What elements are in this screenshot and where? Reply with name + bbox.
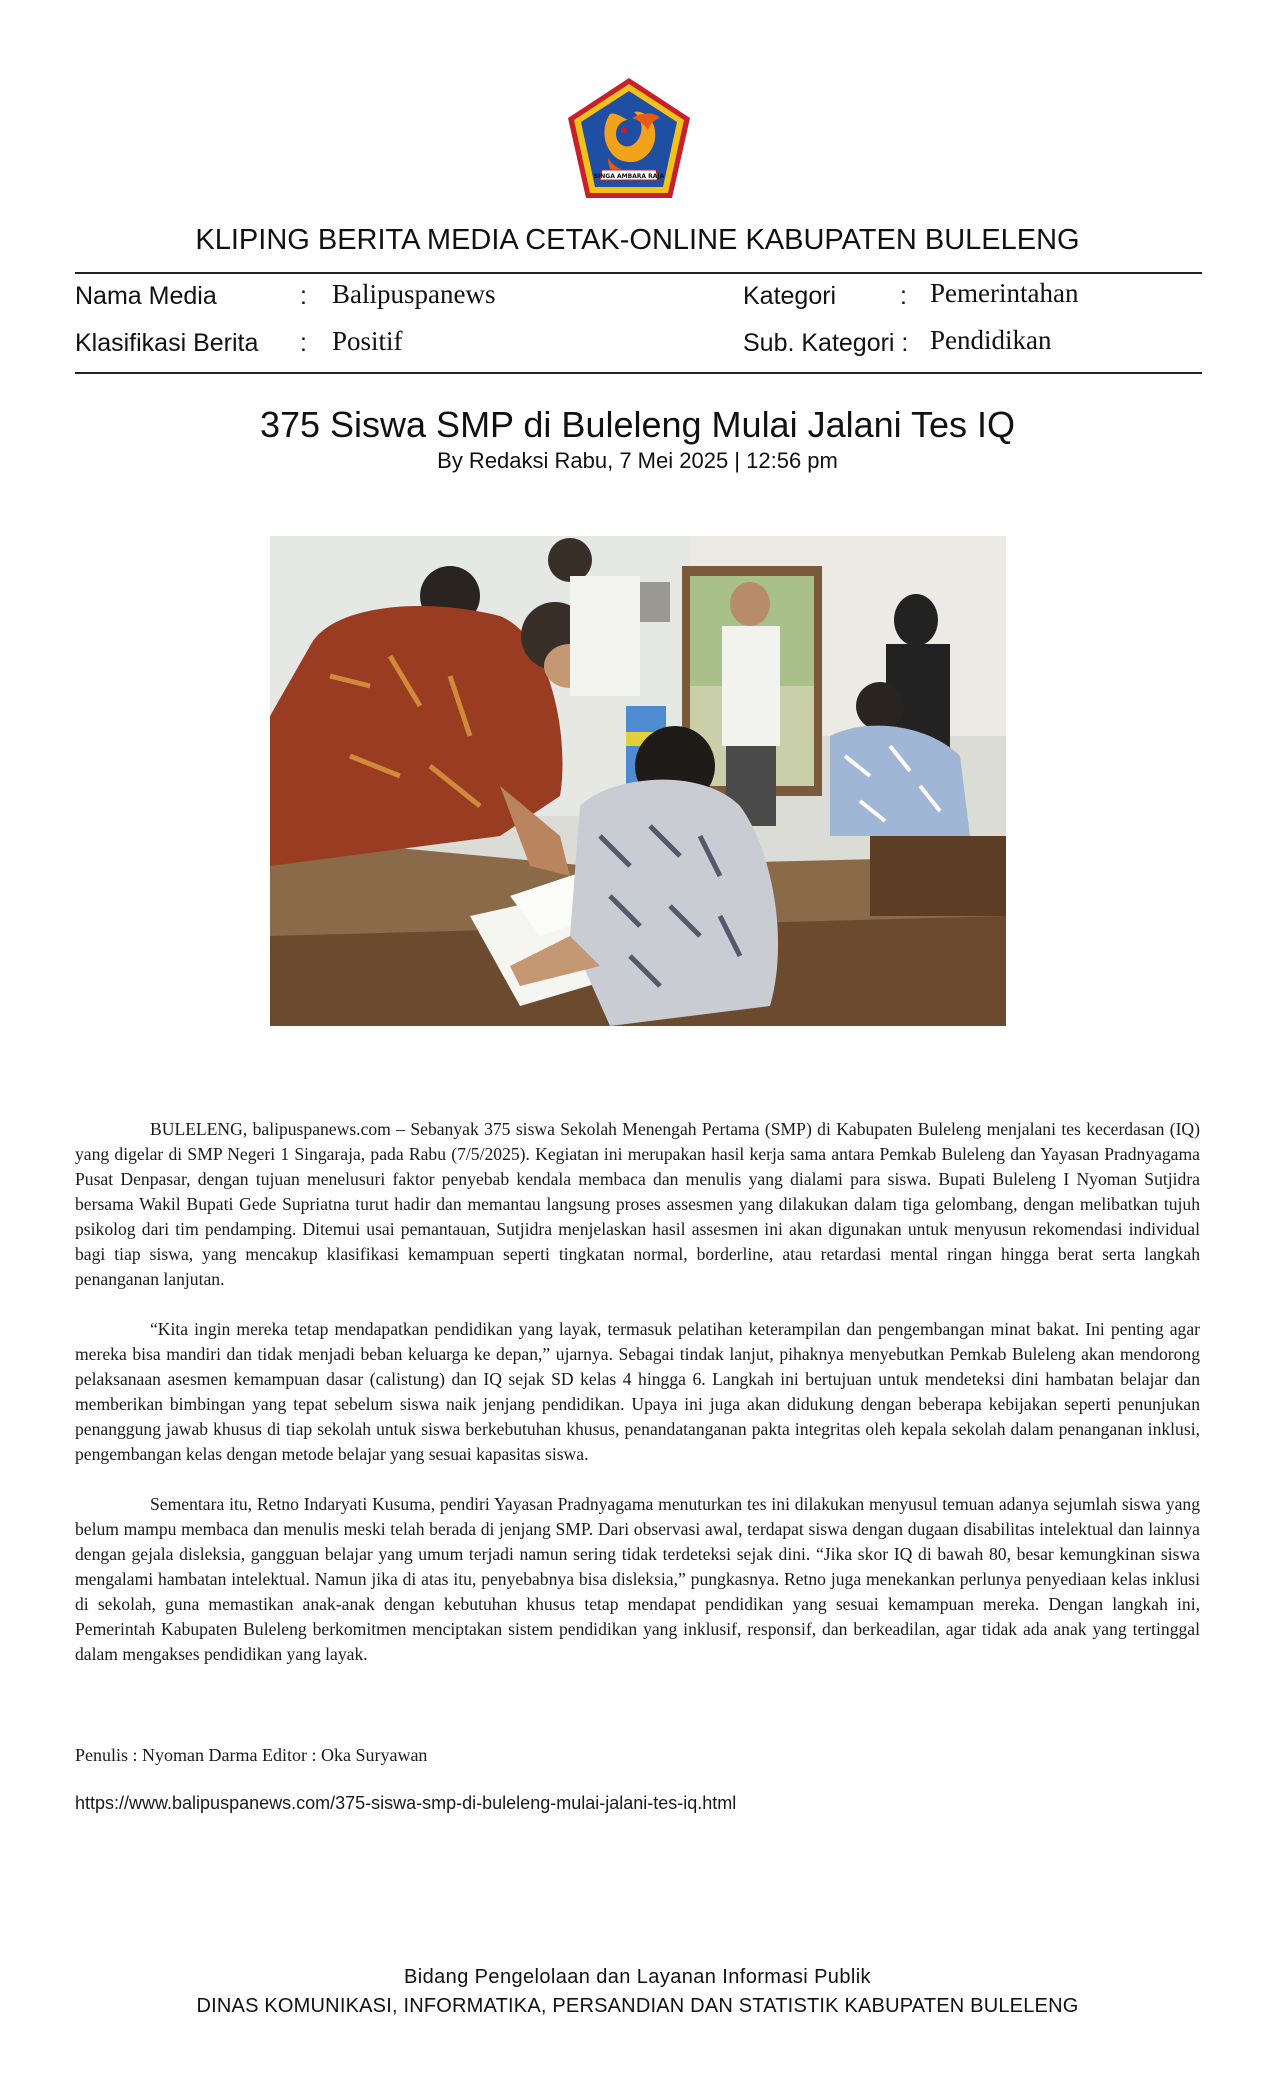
news-classification-label: Klasifikasi Berita	[75, 329, 259, 357]
media-name-colon: :	[300, 282, 307, 310]
media-name-value: Balipuspanews	[332, 279, 496, 309]
category-label: Kategori	[743, 282, 837, 310]
news-classification-colon: :	[300, 329, 307, 357]
category-colon: :	[900, 282, 907, 310]
footer-division: Bidang Pengelolaan dan Layanan Informasi Publik	[404, 1966, 871, 1988]
article-title: 375 Siswa SMP di Buleleng Mulai Jalani Tes IQ	[259, 404, 1016, 445]
header-divider-bottom	[75, 372, 1202, 374]
article-byline: By Redaksi Rabu, 7 Mei 2025 | 12:56 pm	[437, 448, 838, 473]
article-paragraph-2: “Kita ingin mereka tetap mendapatkan pendidikan yang layak, termasuk pelatihan keterampilan dan pengembangan minat bakat. Ini penting agar mereka bisa mandiri dan tidak menjadi beban keluarga ke depan,” ujarnya. Sebagai tindak lanjut, pihaknya menyebutkan Pemkab Buleleng akan mendorong pelaksanaan asesmen kemampuan dasar (calistung) dan IQ sejak SD kelas 4 hingga 6. Langkah ini bertujuan untuk mendeteksi dini hambatan belajar dan memberikan bimbingan yang tepat sebelum siswa naik jenjang pendidikan. Upaya ini juga akan didukung dengan beberapa kebijakan seperti penunjukan penanggung jawab khusus di tiap sekolah untuk siswa berkebutuhan khusus, penandatanganan pakta integritas oleh kepala sekolah dalam penanganan inklusi, pengembangan kelas dengan metode belajar yang sesuai kapasitas siswa.	[75, 1319, 1200, 1464]
media-name-label: Nama Media	[75, 282, 217, 310]
article-photo	[270, 536, 1006, 1026]
article-credits: Penulis : Nyoman Darma Editor : Oka Suryawan	[75, 1745, 428, 1765]
emblem-motto: SINGA AMBARA RAJA	[593, 173, 665, 180]
buleleng-emblem-logo	[562, 74, 696, 202]
category-value: Pemerintahan	[930, 278, 1079, 308]
sub-category-value: Pendidikan	[930, 325, 1052, 355]
clipping-header-title: KLIPING BERITA MEDIA CETAK-ONLINE KABUPATEN BULELENG	[195, 224, 1080, 256]
article-paragraph-3: Sementara itu, Retno Indaryati Kusuma, pendiri Yayasan Pradnyagama menuturkan tes ini dilakukan menyusul temuan adanya sejumlah siswa yang belum mampu membaca dan menulis meski telah berada di jenjang SMP. Dari observasi awal, terdapat siswa dengan dugaan disabilitas intelektual dan lainnya dengan gejala disleksia, gangguan belajar yang umum terjadi namun sering tidak terdeteksi sejak dini. “Jika skor IQ di bawah 80, besar kemungkinan siswa mengalami hambatan intelektual. Namun jika di atas itu, penyebabnya bisa disleksia,” pungkasnya. Retno juga menekankan perlunya penyediaan kelas inklusi di sekolah, guna memastikan anak-anak dengan kebutuhan khusus tetap mendapat pendidikan yang sesuai kemampuan mereka. Dengan langkah ini, Pemerintah Kabupaten Buleleng berkomitmen menciptakan sistem pendidikan yang inklusif, responsif, dan berkeadilan, agar tidak ada anak yang tertinggal dalam mengakses pendidikan yang layak.	[75, 1494, 1200, 1664]
article-paragraph-1: BULELENG, balipuspanews.com – Sebanyak 375 siswa Sekolah Menengah Pertama (SMP) di Kabupaten Buleleng menjalani tes kecerdasan (IQ) yang digelar di SMP Negeri 1 Singaraja, pada Rabu (7/5/2025). Kegiatan ini merupakan hasil kerja sama antara Pemkab Buleleng dan Yayasan Pradnyagama Pusat Denpasar, dengan tujuan menelusuri faktor penyebab kendala membaca dan menulis yang dialami para siswa. Bupati Buleleng I Nyoman Sutjidra bersama Wakil Bupati Gede Supriatna turut hadir dan memantau langsung proses assesmen yang dilakukan dalam tiga gelombang, dengan melibatkan tujuh psikolog dari tim pendamping. Ditemui usai pemantauan, Sutjidra menjelaskan hasil assesmen ini akan digunakan untuk menyusun rekomendasi individual bagi tiap siswa, yang mencakup klasifikasi kemampuan seperti tingkatan normal, borderline, atau retardasi mental ringan hingga berat serta langkah penanganan lanjutan.	[75, 1119, 1200, 1289]
footer-agency: DINAS KOMUNIKASI, INFORMATIKA, PERSANDIAN DAN STATISTIK KABUPATEN BULELENG	[196, 1995, 1079, 2017]
header-divider-top	[75, 272, 1202, 274]
sub-category-label: Sub. Kategori :	[743, 329, 909, 357]
article-source-link[interactable]: https://www.balipuspanews.com/375-siswa-smp-di-buleleng-mulai-jalani-tes-iq.html	[75, 1793, 737, 1813]
news-classification-value: Positif	[332, 326, 403, 356]
article-body	[75, 1117, 1200, 1692]
